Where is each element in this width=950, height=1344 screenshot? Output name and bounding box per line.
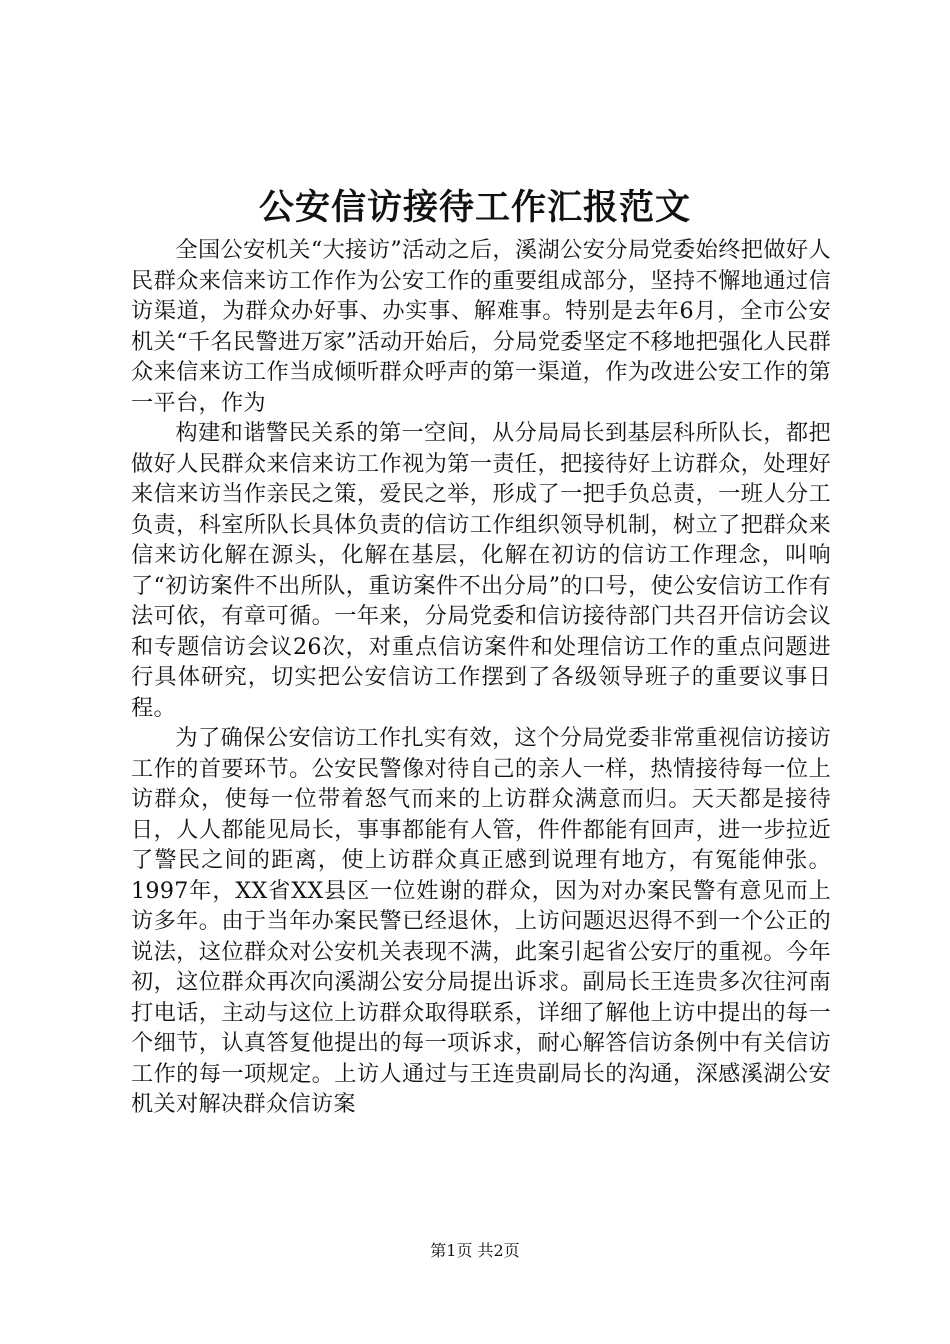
paragraph: 全国公安机关“大接访”活动之后，溪湖公安分局党委始终把做好人民群众来信来访工作作为公安工作的重要组成部分，坚持不懈地通过信访渠道，为群众办好事、办实事、解难事。特别是去年6月，全市公安机关“千名民警进万家”活动开始后，分局党委坚定不移地把强化人民群众来信来访工作当成倾听群众呼声的第一渠道，作为改进公安工作的第一平台，作为 xyxy=(131,237,831,416)
document-body xyxy=(131,235,831,1120)
document-title: 公安信访接待工作汇报范文 xyxy=(258,187,691,228)
paragraph: 构建和谐警民关系的第一空间，从分局局长到基层科所队长，都把做好人民群众来信来访工作视为第一责任，把接待好上访群众，处理好来信来访当作亲民之策，爱民之举，形成了一把手负总责，一班人分工负责，科室所队长具体负责的信访工作组织领导机制，树立了把群众来信来访化解在源头，化解在基层，化解在初访的信访工作理念，叫响了“初访案件不出所队，重访案件不出分局”的口号，使公安信访工作有法可依，有章可循。一年来，分局党委和信访接待部门共召开信访会议和专题信访会议26次，对重点信访案件和处理信访工作的重点问题进行具体研究，切实把公安信访工作摆到了各级领导班子的重要议事日程。 xyxy=(131,420,831,721)
page-footer: 第1页 共2页 xyxy=(430,1241,520,1260)
paragraph: 为了确保公安信访工作扎实有效，这个分局党委非常重视信访接访工作的首要环节。公安民警像对待自己的亲人一样，热情接待每一位上访群众，使每一位带着怒气而来的上访群众满意而归。天天都是接待日，人人都能见局长，事事都能有人管，件件都能有回声，进一步拉近了警民之间的距离，使上访群众真正感到说理有地方，有冤能伸张。1997年，XX省XX县区一位姓谢的群众，因为对办案民警有意见而上访多年。由于当年办案民警已经退休，上访问题迟迟得不到一个公正的说法，这位群众对公安机关表现不满，此案引起省公安厅的重视。今年初，这位群众再次向溪湖公安分局提出诉求。副局长王连贵多次往河南打电话，主动与这位上访群众取得联系，详细了解他上访中提出的每一个细节，认真答复他提出的每一项诉求，耐心解答信访条例中有关信访工作的每一项规定。上访人通过与王连贵副局长的沟通，深感溪湖公安机关对解决群众信访案 xyxy=(131,725,831,1117)
